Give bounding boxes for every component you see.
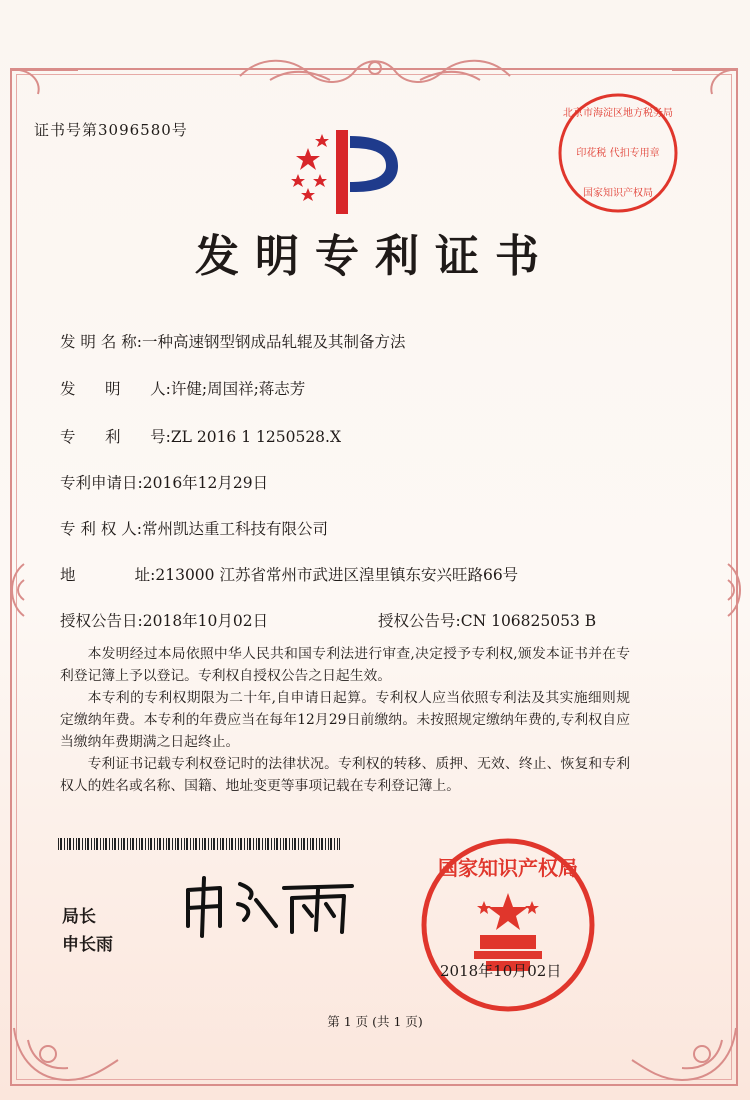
left-mid-ornament xyxy=(4,560,34,620)
director-title: 局长 xyxy=(62,907,96,927)
bottom-right-ornament xyxy=(622,1020,742,1090)
grant-date-row xyxy=(60,609,268,631)
paragraph-grant-notice: 本发明经过本局依照中华人民共和国专利法进行审查,决定授予专利权,颁发本证书并在专利登记簿上予以登记。专利权自授权公告之日起生效。 xyxy=(60,646,630,684)
top-scroll-ornament xyxy=(230,46,520,96)
right-mid-ornament xyxy=(718,560,748,620)
page-number: 第 1 页 (共 1 页) xyxy=(327,1014,423,1029)
inventors-value: 许健;周国祥;蒋志芳 xyxy=(170,380,306,398)
stamp-center-text: 印花税 代扣专用章 xyxy=(576,148,660,159)
invention-name-row xyxy=(60,330,406,352)
field-label: 授权公告号: xyxy=(378,612,461,630)
application-date-row xyxy=(60,471,268,493)
announcement-number-value: CN 106825053 B xyxy=(460,612,597,630)
patent-number-row xyxy=(60,425,341,447)
paragraph-legal-status: 专利证书记载专利权登记时的法律状况。专利权的转移、质押、无效、终止、恢复和专利权人的姓名或名称、国籍、地址变更等事项记载在专利登记簿上。 xyxy=(60,756,630,794)
patentee-value: 常州凯达重工科技有限公司 xyxy=(142,520,329,538)
seal-text: 国家知识产权局 xyxy=(438,856,578,880)
field-label: 专利申请日: xyxy=(60,474,143,492)
bottom-left-ornament xyxy=(8,1020,128,1090)
field-label: 发 明 人: xyxy=(60,380,171,398)
field-label: 发 明 名 称: xyxy=(60,333,143,351)
field-label: 专 利 权 人: xyxy=(60,520,143,538)
invention-name-value: 一种高速钢型钢成品轧辊及其制备方法 xyxy=(142,333,406,351)
certificate-title: 发明专利证书 xyxy=(195,231,555,282)
certificate-number: 证书号第3096580号 xyxy=(34,121,188,139)
announcement-number-row xyxy=(378,609,596,631)
patentee-row xyxy=(60,517,328,539)
patent-office-logo-icon xyxy=(286,126,406,216)
field-label: 授权公告日: xyxy=(60,612,143,630)
application-date-value: 2016年12月29日 xyxy=(142,474,269,492)
patent-number-value: ZL 2016 1 1250528.X xyxy=(170,428,342,446)
address-row xyxy=(60,563,518,585)
official-seal-icon xyxy=(418,835,598,1015)
address-value: 213000 江苏省常州市武进区湟里镇东安兴旺路66号 xyxy=(155,566,519,584)
field-label: 地 址: xyxy=(60,566,156,584)
stamp-bottom-text: 国家知识产权局 xyxy=(583,188,653,199)
director-name: 申长雨 xyxy=(62,935,113,955)
stamp-outer-text: 北京市海淀区地方税务局 xyxy=(563,108,673,119)
issue-date: 2018年10月02日 xyxy=(440,962,562,980)
field-label: 专 利 号: xyxy=(60,428,171,446)
grant-date-value: 2018年10月02日 xyxy=(142,612,269,630)
stamp-duty-seal-icon xyxy=(553,88,683,218)
director-signature xyxy=(180,870,360,940)
barcode xyxy=(58,838,340,850)
inventors-row xyxy=(60,377,305,399)
paragraph-term-fees: 本专利的专利权期限为二十年,自申请日起算。专利权人应当依照专利法及其实施细则规定缴纳年费。本专利的年费应当在每年12月29日前缴纳。未按照规定缴纳年费的,专利权自应当缴纳年费期满之日起终止。 xyxy=(60,690,630,750)
top-left-ornament xyxy=(8,64,88,104)
